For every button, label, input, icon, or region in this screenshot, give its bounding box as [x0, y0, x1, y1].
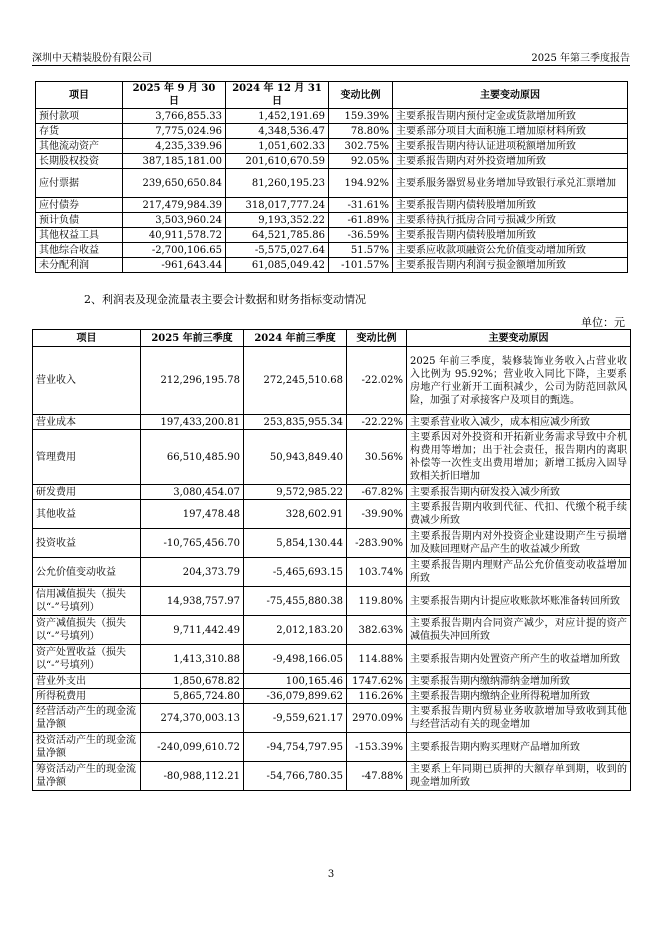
report-title: 2025 年第三季度报告 [531, 53, 630, 64]
table-row [33, 415, 631, 430]
item-cell: 长期股权投资 [36, 154, 123, 169]
table-row [36, 124, 628, 139]
item-cell: 其他权益工具 [36, 228, 123, 243]
reason-cell: 主要系报告期内处置资产所产生的收益增加所致 [407, 645, 631, 674]
current-value-cell: 212,296,195.78 [141, 347, 244, 415]
current-value-cell: 1,850,678.82 [141, 674, 244, 689]
change-ratio-cell: 30.56% [347, 430, 407, 485]
reason-cell: 主要系报告期内贸易业务收款增加导致收到其他与经营活动有关的现金增加 [407, 704, 631, 733]
change-ratio-cell: -31.61% [329, 198, 393, 213]
reason-cell: 主要系报告期内缴纳滞纳金增加所致 [407, 674, 631, 689]
change-ratio-cell: -67.82% [347, 485, 407, 500]
current-value-cell: -10,765,456.70 [141, 529, 244, 558]
prior-value-cell: 1,051,602.33 [226, 139, 329, 154]
reason-cell: 2025 年前三季度，装修装饰业务收入占营业收入比例为 95.92%；营业收入同比下降，主要系房地产行业新开工面积减少，公司为防范回款风险，加强了对承接客户及项目的甄选。 [407, 347, 631, 415]
table-header-row [36, 82, 628, 109]
header-divider [32, 65, 630, 66]
item-cell: 存货 [36, 124, 123, 139]
reason-cell: 主要系报告期内研发投入减少所致 [407, 485, 631, 500]
change-ratio-cell: 114.88% [347, 645, 407, 674]
change-ratio-cell: 302.75% [329, 139, 393, 154]
reason-cell: 主要系报告期内合同资产减少，对应计提的资产减值损失冲回所致 [407, 616, 631, 645]
table-row [36, 243, 628, 258]
item-cell: 资产减值损失（损失以“-”号填列） [33, 616, 141, 645]
table-row [33, 558, 631, 587]
change-ratio-cell: -101.57% [329, 258, 393, 273]
current-value-cell: 217,479,984.39 [123, 198, 226, 213]
item-cell: 其他综合收益 [36, 243, 123, 258]
column-header: 项目 [36, 82, 123, 109]
prior-value-cell: 272,245,510.68 [244, 347, 347, 415]
prior-value-cell: -54,766,780.35 [244, 762, 347, 791]
prior-value-cell: -9,498,166.05 [244, 645, 347, 674]
item-cell: 营业外支出 [33, 674, 141, 689]
change-ratio-cell: -283.90% [347, 529, 407, 558]
current-value-cell: 5,865,724.80 [141, 689, 244, 704]
change-ratio-cell: 92.05% [329, 154, 393, 169]
change-ratio-cell: 116.26% [347, 689, 407, 704]
table-row [36, 154, 628, 169]
table-row [36, 198, 628, 213]
table-row [36, 228, 628, 243]
current-value-cell: 197,478.48 [141, 500, 244, 529]
item-cell: 应付债券 [36, 198, 123, 213]
column-header: 主要变动原因 [407, 330, 631, 347]
prior-value-cell: 2,012,183.20 [244, 616, 347, 645]
change-ratio-cell: 2970.09% [347, 704, 407, 733]
change-ratio-cell: 1747.62% [347, 674, 407, 689]
prior-value-cell: 328,602.91 [244, 500, 347, 529]
reason-cell: 主要系报告期内理财产品公允价值变动收益增加所致 [407, 558, 631, 587]
table-row [33, 762, 631, 791]
page-number: 3 [327, 869, 335, 880]
table-row [33, 500, 631, 529]
current-value-cell: -80,988,112.21 [141, 762, 244, 791]
change-ratio-cell: 382.63% [347, 616, 407, 645]
current-value-cell: 204,373.79 [141, 558, 244, 587]
table-row [33, 704, 631, 733]
change-ratio-cell: -36.59% [329, 228, 393, 243]
item-cell: 公允价值变动收益 [33, 558, 141, 587]
change-ratio-cell: 78.80% [329, 124, 393, 139]
change-ratio-cell: -39.90% [347, 500, 407, 529]
column-header: 2025 年前三季度 [141, 330, 244, 347]
table-row [33, 689, 631, 704]
item-cell: 未分配利润 [36, 258, 123, 273]
column-header: 主要变动原因 [393, 82, 628, 109]
page-header [32, 49, 630, 63]
reason-cell: 主要系服务器贸易业务增加导致银行承兑汇票增加 [393, 169, 628, 198]
item-cell: 资产处置收益（损失以“-”号填列） [33, 645, 141, 674]
unit-label: 单位：元 [581, 316, 625, 329]
company-name: 深圳中天精装股份有限公司 [32, 53, 152, 64]
table-row [33, 347, 631, 415]
current-value-cell: 3,503,960.24 [123, 213, 226, 228]
prior-value-cell: -94,754,797.95 [244, 733, 347, 762]
reason-cell: 主要系报告期内债转股增加所致 [393, 198, 628, 213]
table-row [36, 258, 628, 273]
change-ratio-cell: -22.02% [347, 347, 407, 415]
table-row [33, 587, 631, 616]
table-header-row [33, 330, 631, 347]
item-cell: 其他收益 [33, 500, 141, 529]
column-header: 变动比例 [329, 82, 393, 109]
item-cell: 信用减值损失（损失以“-”号填列） [33, 587, 141, 616]
change-ratio-cell: -61.89% [329, 213, 393, 228]
reason-cell: 主要系部分项目大面积施工增加原材料所致 [393, 124, 628, 139]
table-row [33, 430, 631, 485]
change-ratio-cell: -22.22% [347, 415, 407, 430]
prior-value-cell: 81,260,195.23 [226, 169, 329, 198]
reason-cell: 主要系报告期内对外投资企业建设期产生亏损增加及赎回理财产品产生的收益减少所致 [407, 529, 631, 558]
item-cell: 投资活动产生的现金流量净额 [33, 733, 141, 762]
reason-cell: 主要系报告期内缴纳企业所得税增加所致 [407, 689, 631, 704]
change-ratio-cell: 119.80% [347, 587, 407, 616]
change-ratio-cell: 159.39% [329, 109, 393, 124]
item-cell: 预付款项 [36, 109, 123, 124]
current-value-cell: 4,235,339.96 [123, 139, 226, 154]
reason-cell: 主要系因对外投资和开拓新业务需求导致中介机构费用等增加；出于社会责任，报告期内的离职补偿等一次性支出费用增加；新增工抵房入固导致相关折旧增加 [407, 430, 631, 485]
prior-value-cell: 1,452,191.69 [226, 109, 329, 124]
item-cell: 其他流动资产 [36, 139, 123, 154]
item-cell: 营业收入 [33, 347, 141, 415]
prior-value-cell: -75,455,880.38 [244, 587, 347, 616]
prior-value-cell: 9,193,352.22 [226, 213, 329, 228]
reason-cell: 主要系报告期内收到代征、代扣、代缴个税手续费减少所致 [407, 500, 631, 529]
item-cell: 经营活动产生的现金流量净额 [33, 704, 141, 733]
current-value-cell: 66,510,485.90 [141, 430, 244, 485]
current-value-cell: 197,433,200.81 [141, 415, 244, 430]
prior-value-cell: 64,521,785.86 [226, 228, 329, 243]
reason-cell: 主要系报告期内对外投资增加所致 [393, 154, 628, 169]
prior-value-cell: 9,572,985.22 [244, 485, 347, 500]
column-header: 2024 年 12 月 31 日 [226, 82, 329, 109]
item-cell: 筹资活动产生的现金流量净额 [33, 762, 141, 791]
table-row [36, 213, 628, 228]
item-cell: 投资收益 [33, 529, 141, 558]
current-value-cell: -2,700,106.65 [123, 243, 226, 258]
table-row [33, 674, 631, 689]
table-row [33, 645, 631, 674]
prior-value-cell: 61,085,049.42 [226, 258, 329, 273]
change-ratio-cell: 103.74% [347, 558, 407, 587]
current-value-cell: -961,643.44 [123, 258, 226, 273]
table-row [36, 139, 628, 154]
prior-value-cell: -9,559,621.17 [244, 704, 347, 733]
current-value-cell: 239,650,650.84 [123, 169, 226, 198]
change-ratio-cell: 194.92% [329, 169, 393, 198]
table-row [33, 616, 631, 645]
current-value-cell: 274,370,003.13 [141, 704, 244, 733]
reason-cell: 主要系待执行抵房合同亏损减少所致 [393, 213, 628, 228]
change-ratio-cell: -153.39% [347, 733, 407, 762]
column-header: 2025 年 9 月 30 日 [123, 82, 226, 109]
item-cell: 研发费用 [33, 485, 141, 500]
reason-cell: 主要系上年同期已质押的大额存单到期，收到的现金增加所致 [407, 762, 631, 791]
reason-cell: 主要系报告期内待认证进项税额增加所致 [393, 139, 628, 154]
reason-cell: 主要系报告期内债转股增加所致 [393, 228, 628, 243]
item-cell: 应付票据 [36, 169, 123, 198]
reason-cell: 主要系报告期内预付定金或货款增加所致 [393, 109, 628, 124]
current-value-cell: 3,766,855.33 [123, 109, 226, 124]
current-value-cell: 387,185,181.00 [123, 154, 226, 169]
item-cell: 所得税费用 [33, 689, 141, 704]
current-value-cell: 3,080,454.07 [141, 485, 244, 500]
current-value-cell: 9,711,442.49 [141, 616, 244, 645]
current-value-cell: -240,099,610.72 [141, 733, 244, 762]
table-row [36, 109, 628, 124]
reason-cell: 主要系报告期内购买理财产品增加所致 [407, 733, 631, 762]
prior-value-cell: 100,165.46 [244, 674, 347, 689]
prior-value-cell: 318,017,777.24 [226, 198, 329, 213]
prior-value-cell: 5,854,130.44 [244, 529, 347, 558]
reason-cell: 主要系报告期内利润亏损金额增加所致 [393, 258, 628, 273]
column-header: 项目 [33, 330, 141, 347]
table-row [33, 733, 631, 762]
prior-value-cell: 253,835,955.34 [244, 415, 347, 430]
current-value-cell: 14,938,757.97 [141, 587, 244, 616]
current-value-cell: 7,775,024.96 [123, 124, 226, 139]
reason-cell: 主要系营业收入减少，成本相应减少所致 [407, 415, 631, 430]
item-cell: 预计负债 [36, 213, 123, 228]
prior-value-cell: 4,348,536.47 [226, 124, 329, 139]
reason-cell: 主要系报告期内计提应收账款坏账准备转回所致 [407, 587, 631, 616]
item-cell: 管理费用 [33, 430, 141, 485]
prior-value-cell: -36,079,899.62 [244, 689, 347, 704]
change-ratio-cell: -47.88% [347, 762, 407, 791]
income-cashflow-changes-table [32, 329, 631, 791]
table-row [33, 529, 631, 558]
section-title: 2、利润表及现金流量表主要会计数据和财务指标变动情况 [84, 293, 366, 306]
balance-sheet-changes-table [35, 81, 628, 273]
prior-value-cell: -5,575,027.64 [226, 243, 329, 258]
reason-cell: 主要系应收款项融资公允价值变动增加所致 [393, 243, 628, 258]
current-value-cell: 1,413,310.88 [141, 645, 244, 674]
prior-value-cell: 50,943,849.40 [244, 430, 347, 485]
current-value-cell: 40,911,578.72 [123, 228, 226, 243]
table-row [33, 485, 631, 500]
prior-value-cell: -5,465,693.15 [244, 558, 347, 587]
column-header: 2024 年前三季度 [244, 330, 347, 347]
table-row [36, 169, 628, 198]
change-ratio-cell: 51.57% [329, 243, 393, 258]
prior-value-cell: 201,610,670.59 [226, 154, 329, 169]
column-header: 变动比例 [347, 330, 407, 347]
item-cell: 营业成本 [33, 415, 141, 430]
